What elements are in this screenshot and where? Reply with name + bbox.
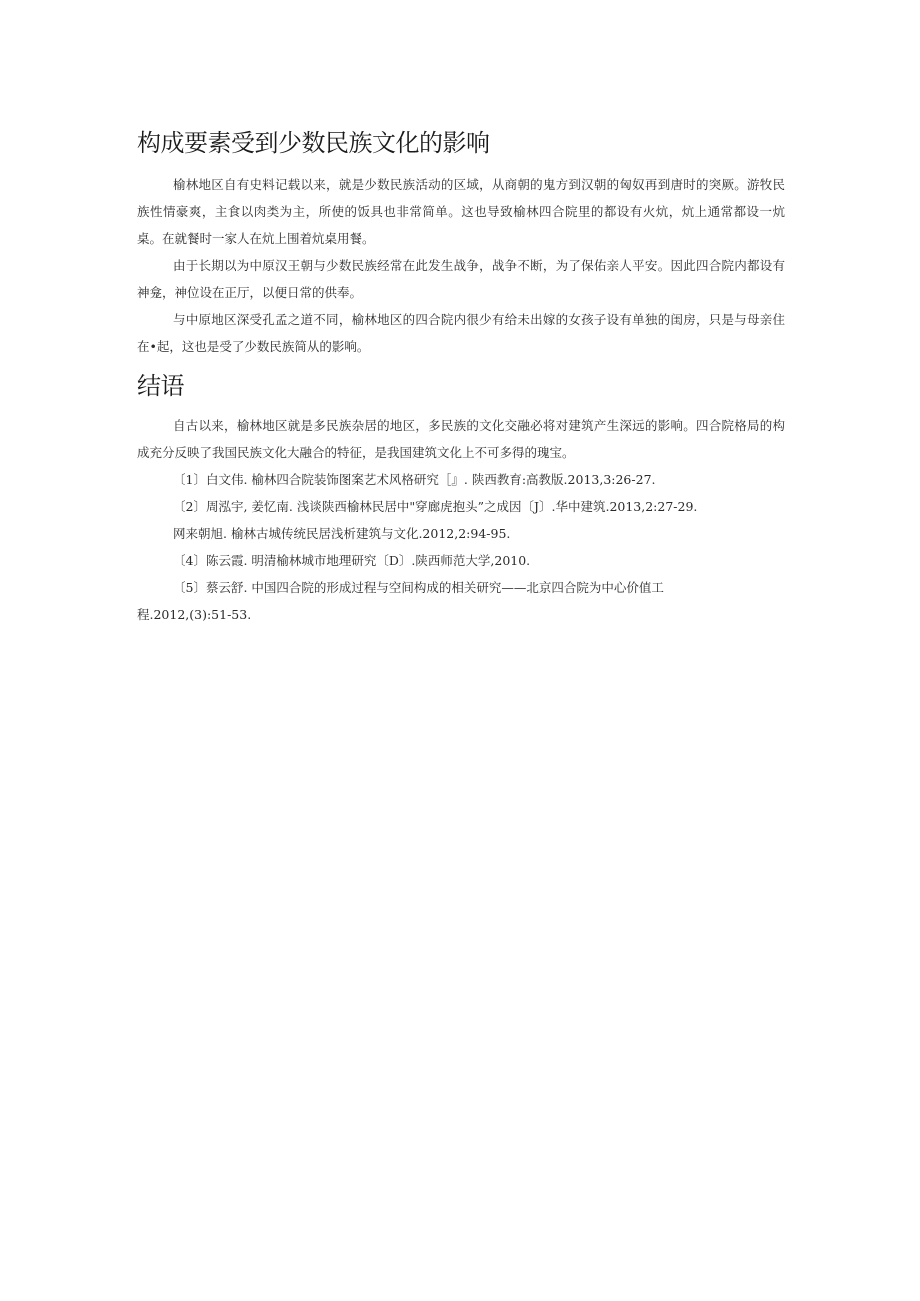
reference-item-2: 〔2〕周泓宇, 姜忆南. 浅谈陕西榆林民居中"穿廊虎抱头”之成因〔J〕.华中建筑.2013,2:27-29. [173, 499, 698, 514]
reference-item-5: 〔5〕蔡云舒. 中国四合院的形成过程与空间构成的相关研究——北京四合院为中心价值工程.2012,(3):51-53. [137, 580, 664, 622]
section-heading-conclusion: 结语 [137, 372, 184, 400]
paragraph-conclusion: 自古以来，榆林地区就是多民族杂居的地区，多民族的文化交融必将对建筑产生深远的影响。四合院格局的构成充分反映了我国民族文化大融合的特征，是我国建筑文化上不可多得的瑰宝。 [137, 418, 785, 460]
reference-item-1: 〔1〕白文伟. 榆林四合院装饰图案艺术风格研究［』. 陕西教育:高教版.2013,3:26-27. [173, 472, 656, 487]
paragraph-nomadic-customs: 榆林地区自有史料记载以来，就是少数民族活动的区域，从商朝的鬼方到汉朝的匈奴再到唐时的突厥。游牧民族性情豪爽，主食以肉类为主，所使的饭具也非常简单。这也导致榆林四合院里的都设有火炕，炕上通常都设一炕桌。在就餐时一家人在炕上围着炕桌用餐。 [137, 177, 785, 246]
reference-item-3: 网来朝旭. 榆林古城传统民居浅析建筑与文化.2012,2:94-95. [173, 526, 511, 541]
reference-item-4: 〔4〕陈云霞. 明清榆林城市地理研究〔D〕.陕西师范大学,2010. [173, 553, 531, 568]
paragraph-shrine: 由于长期以为中原汉王朝与少数民族经常在此发生战争，战争不断，为了保佑亲人平安。因此四合院内都设有神龛，神位设在正厅，以便日常的供奉。 [137, 258, 785, 300]
section-heading-minority-influence: 构成要素受到少数民族文化的影响 [137, 129, 490, 157]
paragraph-living-arrangement: 与中原地区深受孔孟之道不同，榆林地区的四合院内很少有给未出嫁的女孩子设有单独的闺房，只是与母亲住在•起，这也是受了少数民族简从的影响。 [137, 312, 785, 354]
